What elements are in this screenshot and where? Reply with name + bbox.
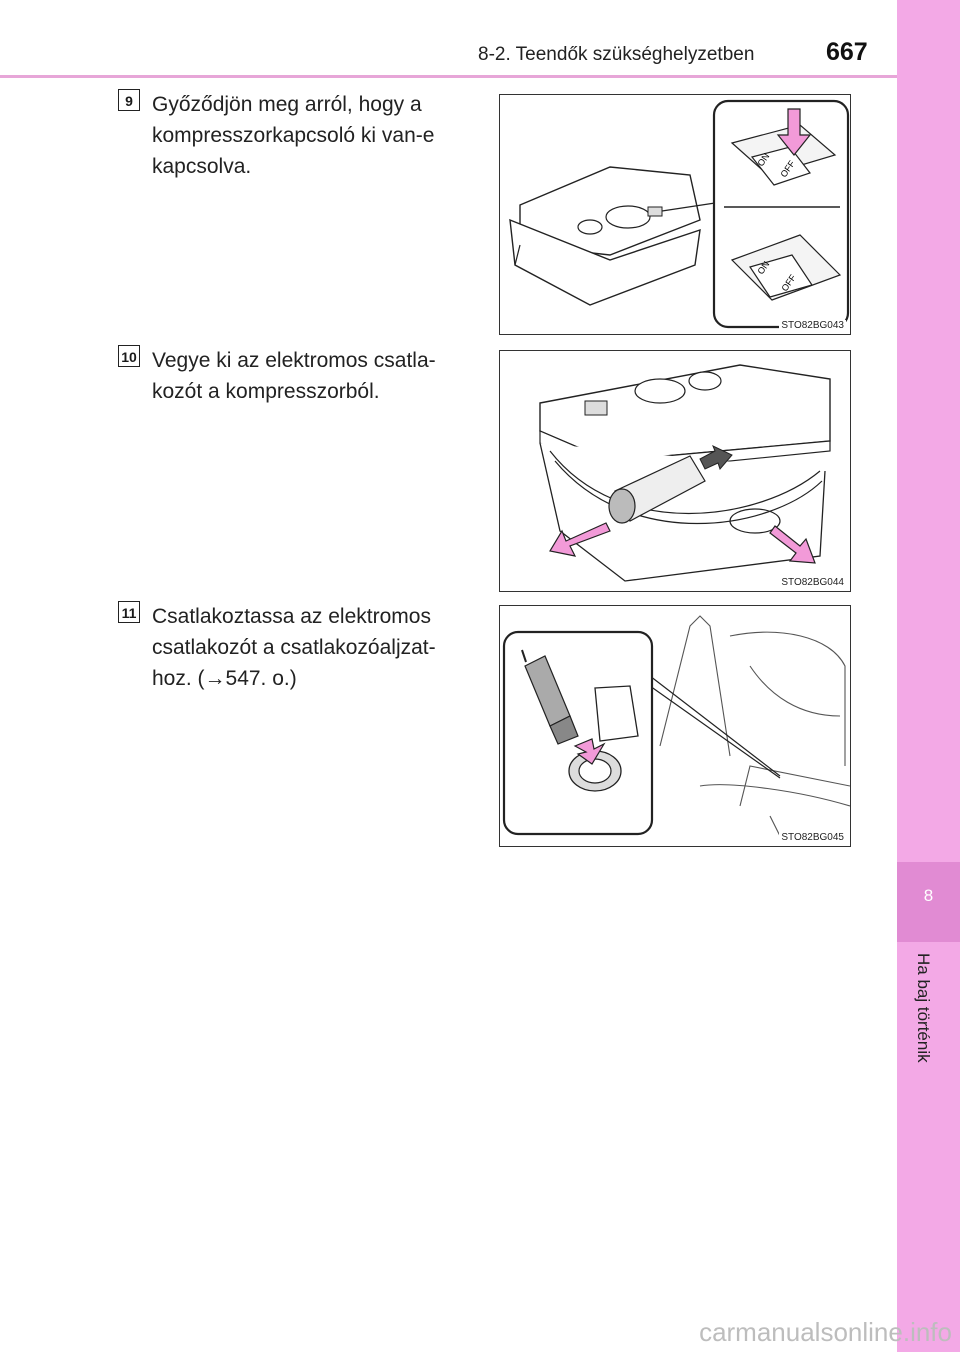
header-divider (0, 75, 897, 78)
figure-compressor-switch (499, 94, 851, 335)
figure-plug-connector (499, 605, 851, 847)
chapter-side-tab[interactable] (897, 0, 960, 1352)
switch-off-label-top: OFF (778, 158, 797, 180)
switch-off-label-bottom: OFF (779, 272, 798, 294)
step-text-9: Győződjön meg arról, hogy a kompresszorkapcsoló ki van-e kapcsolva. (152, 93, 435, 178)
step-text-10: Vegye ki az elektromos csatla-kozót a kompresszorból. (152, 349, 436, 403)
watermark: carmanualsonline.info (699, 1317, 952, 1347)
figure-remove-connector (499, 350, 851, 592)
switch-on-label-top: ON (755, 151, 772, 169)
step-badge-10: 10 (118, 345, 140, 367)
step-badge-11: 11 (118, 601, 140, 623)
figure-code: STO82BG044 (781, 577, 844, 588)
chapter-number: 8 (923, 886, 934, 905)
section-title: 8-2. Teendők szükséghelyzetben (478, 44, 755, 65)
page-number: 667 (826, 38, 868, 66)
figure-code: STO82BG045 (781, 832, 844, 843)
figure-code: STO82BG043 (781, 320, 844, 331)
plug-connector-illustration (500, 606, 851, 847)
compressor-switch-illustration (500, 95, 851, 335)
remove-connector-illustration (500, 351, 851, 592)
chapter-number-box[interactable] (897, 862, 960, 942)
step-badge-9: 9 (118, 89, 140, 111)
chapter-name: Ha baj történik (914, 953, 933, 1063)
switch-on-label-bottom: ON (755, 259, 772, 277)
step-text-11: Csatlakoztassa az elektromos csatlakozót a csatlakozóaljzat-hoz. (→547. o.) (152, 605, 436, 690)
